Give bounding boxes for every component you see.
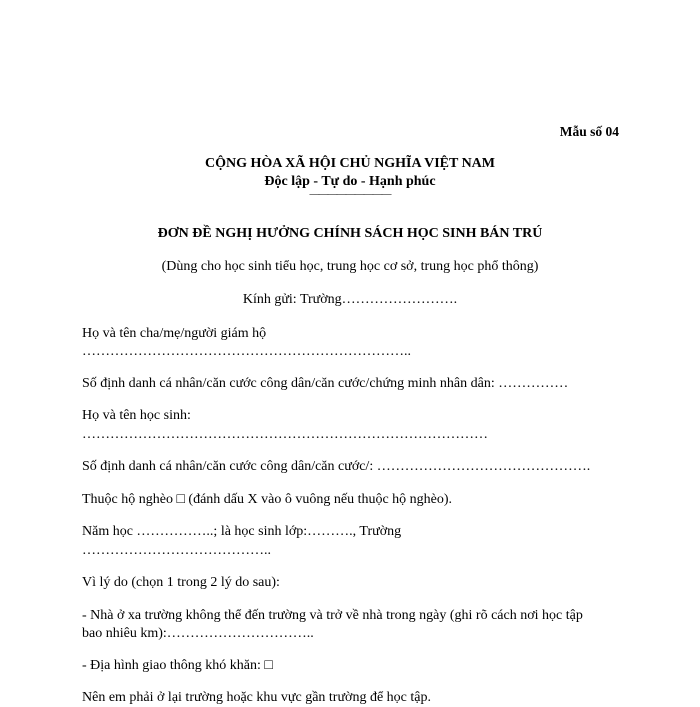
- poor-household-checkbox: Thuộc hộ nghèo □ (đánh dấu X vào ô vuông nếu thuộc hộ nghèo).: [82, 492, 453, 507]
- reason-distance-line2: bao nhiêu km):…………………………..: [82, 626, 314, 641]
- guardian-name-label: Họ và tên cha/mẹ/người giám hộ: [82, 326, 267, 341]
- student-id-field: Số định danh cá nhân/căn cước công dân/căn cước/: ……………………………………….: [82, 459, 591, 474]
- guardian-name-field: ……………………………………………………………..: [82, 344, 411, 359]
- country-name: CỘNG HÒA XÃ HỘI CHỦ NGHĨA VIỆT NAM: [204, 156, 495, 171]
- guardian-id-field: Số định danh cá nhân/căn cước công dân/căn cước/chứng minh nhân dân: ……………: [82, 376, 569, 391]
- document-title: ĐƠN ĐỀ NGHỊ HƯỞNG CHÍNH SÁCH HỌC SINH BÁN TRÚ: [157, 226, 543, 241]
- reason-heading: Vì lý do (chọn 1 trong 2 lý do sau):: [82, 575, 280, 590]
- boarding-statement: Nên em phải ở lại trường hoặc khu vực gần trường để học tập.: [82, 690, 431, 705]
- document-subtitle: (Dùng cho học sinh tiểu học, trung học cơ sở, trung học phổ thông): [161, 259, 539, 274]
- form-code: Mẫu số 04: [559, 124, 619, 139]
- national-motto: Độc lập - Tự do - Hạnh phúc: [264, 174, 436, 189]
- student-name-label: Họ và tên học sinh:: [82, 408, 191, 423]
- student-name-field: ……………………………………………………………………………: [82, 427, 488, 442]
- header-rule: —————————: [309, 189, 391, 200]
- reason-distance-line1: - Nhà ở xa trường không thể đến trường và trở về nhà trong ngày (ghi rõ cách nơi học tập: [82, 608, 583, 623]
- school-name-field: …………………………………..: [82, 543, 271, 558]
- addressee: Kính gửi: Trường…………………….: [242, 292, 458, 307]
- school-year-field: Năm học ……………..; là học sinh lớp:………., Trường: [82, 524, 402, 539]
- reason-terrain: - Địa hình giao thông khó khăn: □: [82, 658, 273, 673]
